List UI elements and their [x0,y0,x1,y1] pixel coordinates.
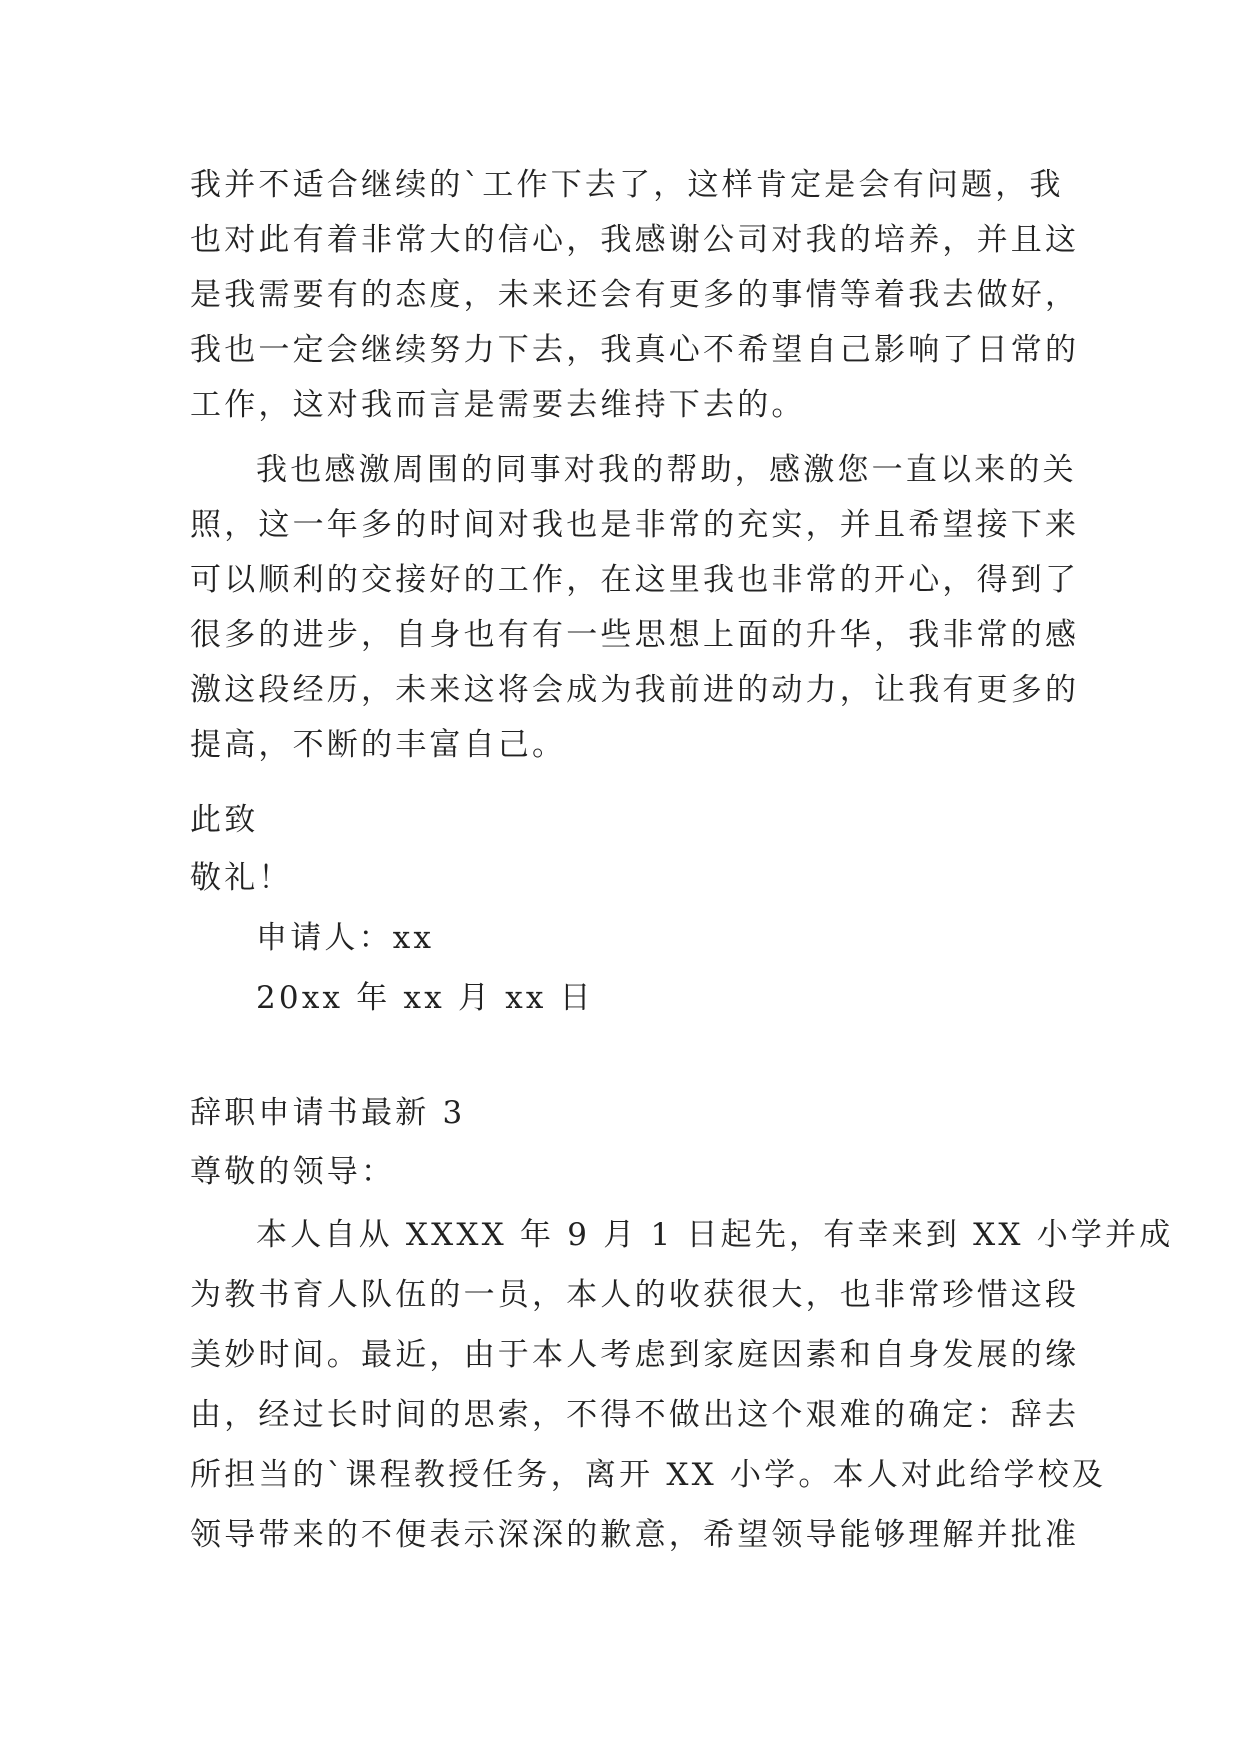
signature-date: 20xx 年 xx 月 xx 日 [256,980,594,1016]
paragraph-line: 工作，这对我而言是需要去维持下去的。 [190,387,806,423]
paragraph-line: 也对此有着非常大的信心，我感谢公司对我的培养，并且这 [190,222,1080,258]
paragraph-line: 所担当的`课程教授任务，离开 XX 小学。本人对此给学校及 [190,1457,1107,1493]
paragraph-line: 照，这一年多的时间对我也是非常的充实，并且希望接下来 [190,507,1080,543]
paragraph-line: 领导带来的不便表示深深的歉意，希望领导能够理解并批准 [190,1517,1080,1553]
paragraph-line: 可以顺利的交接好的工作，在这里我也非常的开心，得到了 [190,562,1080,598]
paragraph-line: 是我需要有的态度，未来还会有更多的事情等着我去做好， [190,277,1080,313]
paragraph-line: 我也一定会继续努力下去，我真心不希望自己影响了日常的 [190,332,1080,368]
paragraph-line: 提高，不断的丰富自己。 [190,727,567,763]
paragraph-line: 我也感激周围的同事对我的帮助，感激您一直以来的关 [256,452,1077,488]
letter-greeting: 尊敬的领导： [190,1154,396,1190]
paragraph-line: 本人自从 XXXX 年 9 月 1 日起先，有幸来到 XX 小学并成 [256,1217,1174,1253]
closing-text: 此致 [190,802,259,838]
paragraph-line: 激这段经历，未来这将会成为我前进的动力，让我有更多的 [190,672,1080,708]
applicant-signature: 申请人：xx [256,920,435,956]
section-title: 辞职申请书最新 3 [190,1095,466,1131]
paragraph-line: 由，经过长时间的思索，不得不做出这个艰难的确定：辞去 [190,1397,1080,1433]
paragraph-line: 很多的进步，自身也有有一些思想上面的升华，我非常的感 [190,617,1080,653]
paragraph-line: 为教书育人队伍的一员，本人的收获很大，也非常珍惜这段 [190,1277,1080,1313]
paragraph-line: 我并不适合继续的`工作下去了，这样肯定是会有问题，我 [190,167,1064,203]
paragraph-line: 美妙时间。最近，由于本人考虑到家庭因素和自身发展的缘 [190,1337,1080,1373]
salute-text: 敬礼！ [190,860,293,896]
